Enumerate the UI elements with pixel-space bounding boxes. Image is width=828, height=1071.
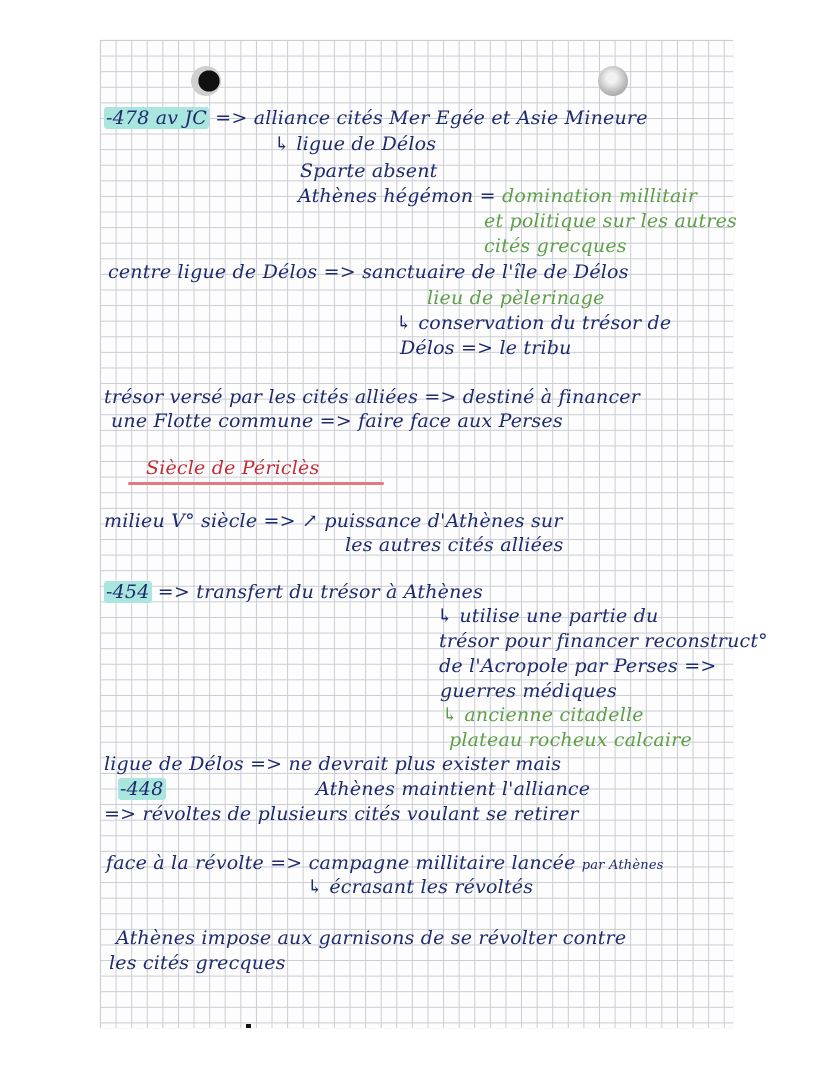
note-line-6: cités grecques xyxy=(484,235,627,257)
note-line-23 xyxy=(118,778,166,800)
heading-underline xyxy=(128,482,384,485)
binder-hole-right xyxy=(598,66,628,96)
date-highlight: -454 xyxy=(106,581,150,603)
date-highlight: -448 xyxy=(120,778,164,800)
note-text: Athènes hégémon = xyxy=(298,185,496,207)
note-line-11: trésor versé par les cités alliées => destiné à financer xyxy=(104,386,641,408)
note-line-2: ↳ ligue de Délos xyxy=(274,133,437,155)
note-line-27: Athènes impose aux garnisons de se révolter contre xyxy=(116,927,627,949)
green-note-text: domination millitair xyxy=(501,185,698,207)
note-line-7: centre ligue de Délos => sanctuaire de l'île de Délos xyxy=(108,261,629,283)
note-line-10: Délos => le tribu xyxy=(400,337,572,359)
note-line-8: lieu de pèlerinage xyxy=(427,287,605,309)
note-line-24: => révoltes de plusieurs cités voulant se retirer xyxy=(104,803,579,825)
note-line-20: ↳ ancienne citadelle xyxy=(442,704,644,726)
note-line-19: guerres médiques xyxy=(440,680,617,702)
note-line-18: de l'Acropole par Perses => xyxy=(439,655,717,677)
note-line-1 xyxy=(104,107,648,129)
note-line-25 xyxy=(106,852,664,877)
note-line-4 xyxy=(298,185,697,207)
paper-mark xyxy=(246,1024,251,1028)
note-text: face à la révolte => campagne millitaire lancée xyxy=(106,852,576,874)
section-heading: Siècle de Périclès xyxy=(146,457,320,479)
note-line-26: ↳ écrasant les révoltés xyxy=(307,876,534,898)
binder-hole-left xyxy=(191,66,221,96)
note-line-16: ↳ utilise une partie du xyxy=(437,605,659,627)
note-small-text: par Athènes xyxy=(581,858,664,873)
note-line-13: milieu V° siècle => ↗ puissance d'Athènes sur xyxy=(104,510,563,532)
note-line-14: les autres cités alliées xyxy=(345,534,564,556)
note-line-15 xyxy=(104,581,483,603)
note-line-12: une Flotte commune => faire face aux Perses xyxy=(111,410,563,432)
note-text: => alliance cités Mer Egée et Asie Mineure xyxy=(215,107,648,129)
note-line-28: les cités grecques xyxy=(109,952,286,974)
date-highlight: -478 av JC xyxy=(106,107,207,129)
note-text: => transfert du trésor à Athènes xyxy=(157,581,483,603)
note-line-23-text: Athènes maintient l'alliance xyxy=(316,778,591,800)
note-line-3: Sparte absent xyxy=(300,160,438,182)
note-line-22: ligue de Délos => ne devrait plus exister mais xyxy=(104,753,562,775)
note-line-17: trésor pour financer reconstruct° xyxy=(439,630,768,652)
note-line-5: et politique sur les autres xyxy=(484,210,737,232)
note-line-21: plateau rocheux calcaire xyxy=(449,729,692,751)
note-line-9: ↳ conservation du trésor de xyxy=(396,312,672,334)
